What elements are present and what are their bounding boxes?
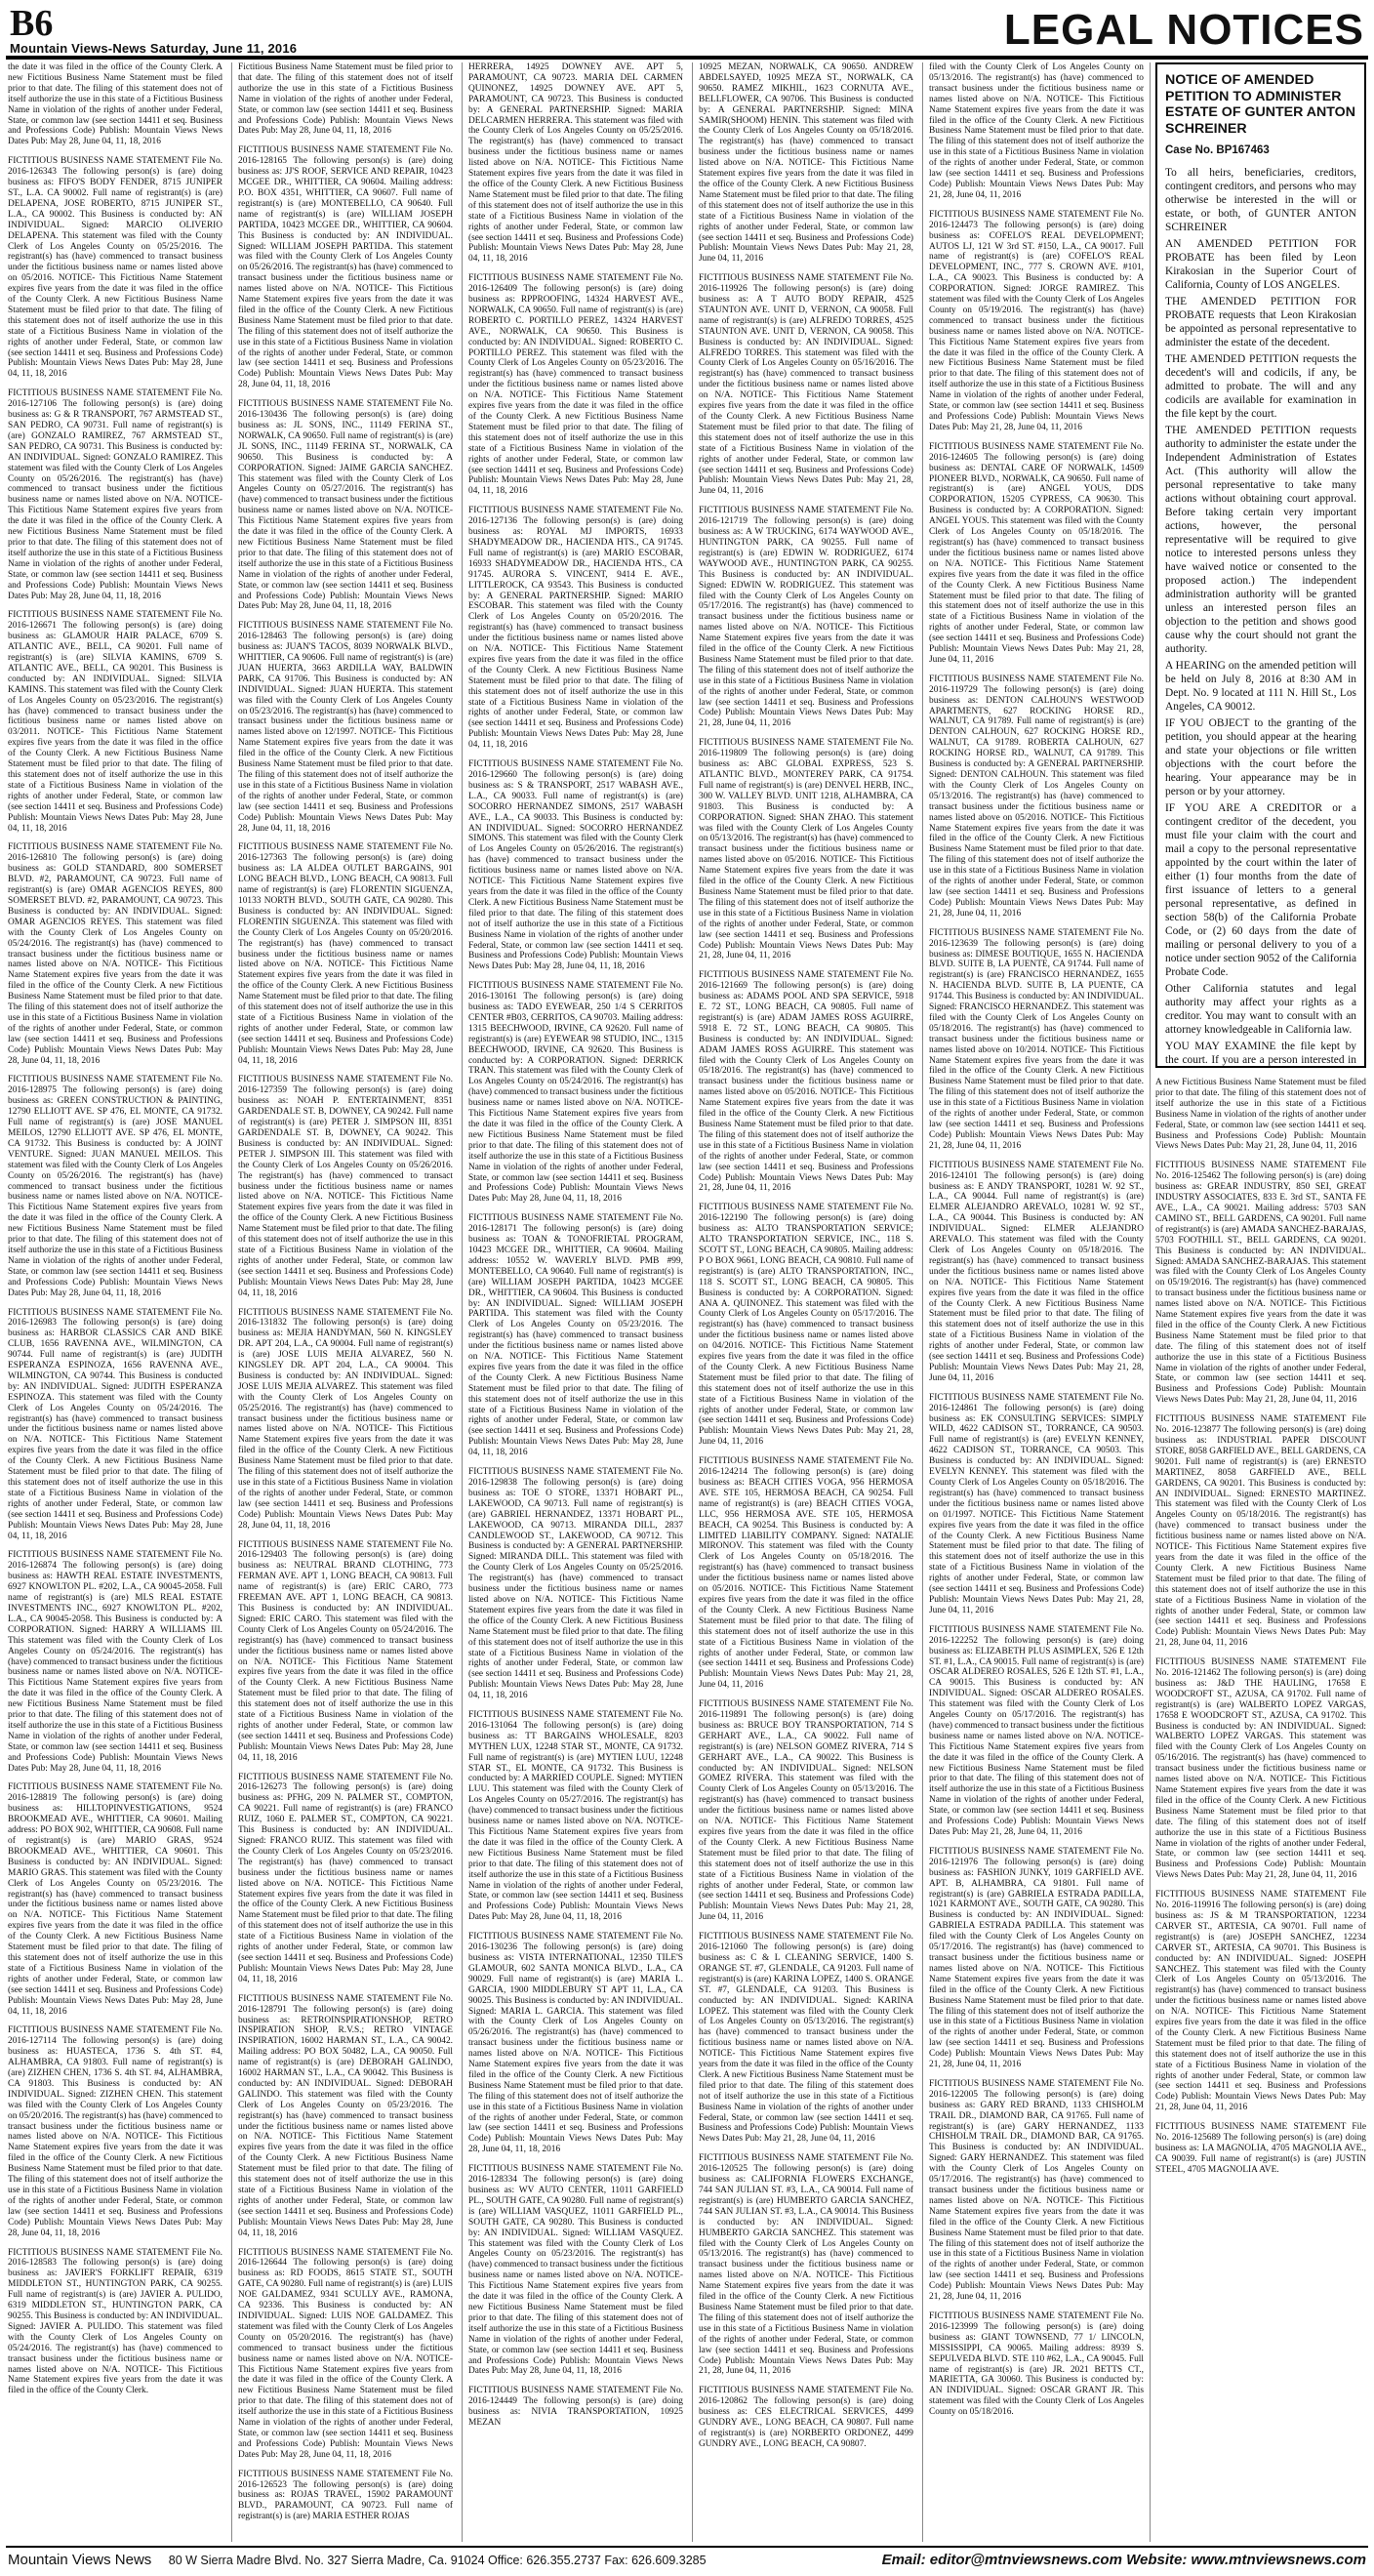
- legal-notice: [699, 738, 913, 961]
- section-title: LEGAL NOTICES: [1003, 6, 1364, 54]
- notice-text: FICTITIOUS BUSINESS NAME STATEMENT File No. 2016-128463 The following person(s) is (are) doing business as: JUAN'S TACOS, 8039 NORWALK BLVD., WHITTIER, CA 90606. Full name of registrant(s) is (are) JUAN HUERTA, 3663 ARDILLA WAY, BALDWIN PARK, CA 91706. This Business is conducted by: AN INDIVIDUAL. Signed: JUAN HUERTA. This statement was filed with the County Clerk of Los Angeles County on 05/23/2016. The registrant(s) has (have) commenced to transact business under the fictitious business name or names listed above on 12/1997. NOTICE- This Fictitious Name Statement expires five years from the date it was filed in the office of the County Clerk. A new Fictitious Business Name Statement must be filed prior to that date. The filing of this statement does not of itself authorize the use in this state of a Fictitious Business Name in violation of the rights of another under Federal, State, or common law (see section 14411 et seq. Business and Professions Code) Publish: Mountain Views News Dates Pub: May 28, June 04, 11, 18, 2016: [238, 621, 453, 834]
- notice-text: FICTITIOUS BUSINESS NAME STATEMENT File No. 2016-123639 The following person(s) is (are) doing business as: DIMESE BOUTIQUE, 1655 N. HACIENDA BLVD. SUITE B, LA PUENTE, CA 91744. Full name of registrant(s) is (are) FRANCISCO HERNANDEZ, 1655 N. HACIENDA BLVD. SUITE B, LA PUENTE, CA 91744. This Business is conducted by: AN INDIVIDUAL. Signed: FRANCISCO HERNANDEZ. This statement was filed with the County Clerk of Los Angeles County on 05/18/2016. The registrant(s) has (have) commenced to transact business under the fictitious business name or names listed above on 10/2014. NOTICE- This Fictitious Name Statement expires five years from the date it was filed in the office of the County Clerk. A new Fictitious Business Name Statement must be filed prior to that date. The filing of this statement does not of itself authorize the use in this state of a Fictitious Business Name in violation of the rights of another under Federal, State, or common law (see section 14411 et seq. Business and Professions Code) Publish: Mountain Views News Dates Pub: May 21, 28, June 04, 11, 2016: [929, 927, 1144, 1151]
- notice-text: FICTITIOUS BUSINESS NAME STATEMENT File No. 2016-127359 The following person(s) is (are) doing business as: NOAH P. ENTERTAINMENT, 8351 GARDENDALE ST. B, DOWNEY, CA 90242. Full name of registrant(s) is (are) PETER J. SIMPSON III, 8351 GARDENDALE ST. B, DOWNEY, CA 90242. This Business is conducted by: AN INDIVIDUAL. Signed: PETER J. SIMPSON III. This statement was filed with the County Clerk of Los Angeles County on 05/26/2016. The registrant(s) has (have) commenced to transact business under the fictitious business name or names listed above on N/A. NOTICE- This Fictitious Name Statement expires five years from the date it was filed in the office of the County Clerk. A new Fictitious Business Name Statement must be filed prior to that date. The filing of this statement does not of itself authorize the use in this state of a Fictitious Business Name in violation of the rights of another under Federal, State, or common law (see section 14411 et seq. Business and Professions Code) Publish: Mountain Views News Dates Pub: May 28, June 04, 11, 18, 2016: [238, 1075, 453, 1298]
- legal-notice: [468, 1467, 683, 1701]
- legal-notice: [699, 273, 913, 497]
- notice-text: FICTITIOUS BUSINESS NAME STATEMENT File No. 2016-124861 The following person(s) is (are) doing business as: EK CONSULTING SERVICES: SIMPLY WILD, 4622 CADISON ST., TORRANCE, CA 90503. Full name of registrant(s) is (are) EVELYN KENNEY, 4622 CADISON ST., TORRANCE, CA 90503. This Business is conducted by: AN INDIVIDUAL. Signed: EVELYN KENNEY. This statement was filed with the County Clerk of Los Angeles County on 05/18/2016. The registrant(s) has (have) commenced to transact business under the fictitious business name or names listed above on 01/1997. NOTICE- This Fictitious Name Statement expires five years from the date it was filed in the office of the County Clerk. A new Fictitious Business Name Statement must be filed prior to that date. The filing of this statement does not of itself authorize the use in this state of a Fictitious Business Name in violation of the rights of another under Federal, State, or common law (see section 14411 et seq. Business and Professions Code) Publish: Mountain Views News Dates Pub: May 21, 28, June 04, 11, 2016: [929, 1392, 1144, 1615]
- legal-notice: [929, 442, 1144, 666]
- legal-notice: [238, 1540, 453, 1764]
- notice-text: FICTITIOUS BUSINESS NAME STATEMENT File No. 2016-124605 The following person(s) is (are) doing business as: DENTAL CARE OF NORWALK, 14509 PIONEER BLVD., NORWALK, CA 90650. Full name of registrant(s) is (are) ANGEL YOUS, DDS CORPORATION, 15205 CYPRESS, CA 90630. This Business is conducted by: A CORPORATION. Signed: ANGEL YOUS. This statement was filed with the County Clerk of Los Angeles County on 05/18/2016. The registrant(s) has (have) commenced to transact business under the fictitious business name or names listed above on N/A. NOTICE- This Fictitious Name Statement expires five years from the date it was filed in the office of the County Clerk. A new Fictitious Business Name Statement must be filed prior to that date. The filing of this statement does not of itself authorize the use in this state of a Fictitious Business Name in violation of the rights of another under Federal, State, or common law (see section 14411 et seq. Business and Professions Code) Publish: Mountain Views News Dates Pub: May 21, 28, June 04, 11, 2016: [929, 441, 1144, 665]
- notice-paragraph: IF YOU ARE A CREDITOR or a contingent creditor of the decedent, you must file your claim with the court and mail a copy to the personal representative appointed by the court within the later of either (1) four months from the date of first issuance of letters to a general personal representative, as defined in section 58(b) of the California Probate Code, or (2) 60 days from the date of mailing or personal delivery to you of a notice under section 9052 of the California Probate Code.: [1165, 802, 1356, 978]
- legal-notice: [468, 759, 683, 972]
- notice-text: FICTITIOUS BUSINESS NAME STATEMENT File No. 2016-119891 The following person(s) is (are) doing business as: BRUCE BOY TRANSPORTATION, 714 S GERHART AVE., L.A., CA 90022. Full name of registrant(s) is (are) NELSON GOMEZ RIVERA, 714 S GERHART AVE., L.A., CA 90022. This Business is conducted by: AN INDIVIDUAL. Signed: NELSON GOMEZ RIVERA. This statement was filed with the County Clerk of Los Angeles County on 05/13/2016. The registrant(s) has (have) commenced to transact business under the fictitious business name or names listed above on N/A. NOTICE- This Fictitious Name Statement expires five years from the date it was filed in the office of the County Clerk. A new Fictitious Business Name Statement must be filed prior to that date. The filing of this statement does not of itself authorize the use in this state of a Fictitious Business Name in violation of the rights of another under Federal, State, or common law (see section 14411 et seq. Business and Professions Code) Publish: Mountain Views News Dates Pub: May 21, 28, June 04, 11, 2016: [699, 1699, 913, 1923]
- notice-text: FICTITIOUS BUSINESS NAME STATEMENT File No. 2016-120862 The following person(s) is (are) doing business as: CES ELECTRICAL SERVICES, 4499 GUNDRY AVE., LONG BEACH, CA 90807. Full name of registrant(s) is (are) NORBERTO ORDONEZ, 4499 GUNDRY AVE., LONG BEACH, CA 90807.: [699, 2386, 913, 2449]
- notice-paragraph: A HEARING on the amended petition will be held on July 8, 2016 at 8:30 AM in Dept. No. 9 located at 111 N. Hill St., Los Angeles, CA 90012.: [1165, 660, 1356, 713]
- footer-publication-name: Mountain Views News: [8, 2552, 152, 2568]
- notice-text: FICTITIOUS BUSINESS NAME STATEMENT File No. 2016-128171 The following person(s) is (are) doing business as: TOAN & TONOFRIETAL PROGRAM, 10423 MCGEE DR., WHITTIER, CA 90604. Mailing address: 10552 W. WAVERLY BLVD. PMB #99, MONTEBELLO, CA 90640. Full name of registrant(s) is (are) WILLIAM JOSEPH PARTIDA, 10423 MCGEE DR., WHITTIER, CA 90604. This Business is conducted by: AN INDIVIDUAL. Signed: WILLIAM JOSEPH PARTIDA. This statement was filed with the County Clerk of Los Angeles County on 05/23/2016. The registrant(s) has (have) commenced to transact business under the fictitious business name or names listed above on N/A. NOTICE- This Fictitious Name Statement expires five years from the date it was filed in the office of the County Clerk. A new Fictitious Business Name Statement must be filed prior to that date. The filing of this statement does not of itself authorize the use in this state of a Fictitious Business Name in violation of the rights of another under Federal, State, or common law (see section 14411 et seq. Business and Professions Code) Publish: Mountain Views News Dates Pub: May 28, June 04, 11, 18, 2016: [468, 1213, 683, 1458]
- legal-notice: [699, 1932, 913, 2145]
- notice-text: A new Fictitious Business Name Statement must be filed prior to that date. The filing of this statement does not of itself authorize the use in this state of a Fictitious Business Name in violation of the rights of another under Federal, State, or common law (see section 14411 et seq. Business and Professions Code) Publish: Mountain Views News Dates Pub: May 21, 28, June 04, 11, 2016: [1155, 1078, 1366, 1152]
- column-divider: [1150, 62, 1151, 2542]
- legal-notice: [468, 273, 683, 497]
- legal-notice: [1155, 1890, 1366, 2113]
- legal-notice: [468, 981, 683, 1205]
- legal-notice: [699, 1456, 913, 1691]
- notice-text: FICTITIOUS BUSINESS NAME STATEMENT File No. 2016-128334 The following person(s) is (are) doing business as: WV AUTO CENTER, 11011 GARFIELD PL., SOUTH GATE, CA 90280. Full name of registrant(s) is (are) WILLIAM VASQUEZ, 11011 GARFIELD PL., SOUTH GATE, CA 90280. This Business is conducted by: AN INDIVIDUAL. Signed: WILLIAM VASQUEZ. This statement was filed with the County Clerk of Los Angeles County on 05/23/2016. The registrant(s) has (have) commenced to transact business under the fictitious business name or names listed above on N/A. NOTICE- This Fictitious Name Statement expires five years from the date it was filed in the office of the County Clerk. A new Fictitious Business Name Statement must be filed prior to that date. The filing of this statement does not of itself authorize the use in this state of a Fictitious Business Name in violation of the rights of another under Federal, State, or common law (see section 14411 et seq. Business and Professions Code) Publish: Mountain Views News Dates Pub: May 28, June 04, 11, 18, 2016: [468, 2164, 683, 2377]
- notice-text: FICTITIOUS BUSINESS NAME STATEMENT File No. 2016-123877 The following person(s) is (are) doing business as: INDUSTRIAL PAPER DISCOUNT STORE, 8058 GARFIELD AVE., BELL GARDENS, CA 90201. Full name of registrant(s) is (are) ERNESTO MARTINEZ, 8058 GARFIELD AVE., BELL GARDENS, CA 90201. This Business is conducted by: AN INDIVIDUAL. Signed: ERNESTO MARTINEZ. This statement was filed with the County Clerk of Los Angeles County on 05/18/2016. The registrant(s) has (have) commenced to transact business under the fictitious business name or names listed above on N/A. NOTICE- This Fictitious Name Statement expires five years from the date it was filed in the office of the County Clerk. A new Fictitious Business Name Statement must be filed prior to that date. The filing of this statement does not of itself authorize the use in this state of a Fictitious Business Name in violation of the rights of another under Federal, State, or common law (see section 14411 et seq. Business and Professions Code) Publish: Mountain Views News Dates Pub: May 21, 28, June 04, 11, 2016: [1155, 1414, 1366, 1649]
- legal-notice: [699, 62, 913, 265]
- notice-text: FICTITIOUS BUSINESS NAME STATEMENT File No. 2016-127114 The following person(s) is (are) doing business as: HUASTECA, 1736 S. 4th ST. #4, ALHAMBRA, CA 91803. Full name of registrant(s) is (are) ZIZHEN CHEN, 1736 S. 4th ST. #4, ALHAMBRA, CA 91803. This Business is conducted by: AN INDIVIDUAL. Signed: ZIZHEN CHEN. This statement was filed with the County Clerk of Los Angeles County on 05/20/2016. The registrant(s) has (have) commenced to transact business under the fictitious business name or names listed above on N/A. NOTICE- This Fictitious Name Statement expires five years from the date it was filed in the office of the County Clerk. A new Fictitious Business Name Statement must be filed prior to that date. The filing of this statement does not of itself authorize the use in this state of a Fictitious Business Name in violation of the rights of another under Federal, State, or common law (see section 14411 et seq. Business and Professions Code) Publish: Mountain Views News Dates Pub: May 28, June 04, 11, 18, 2016: [8, 2025, 222, 2238]
- notice-text: FICTITIOUS BUSINESS NAME STATEMENT File No. 2016-123999 The following person(s) is (are) doing business as: GIANT TOWNSEND, 77 1/ LINCOLN, MISSISSIPPI, CA 90065. Mailing address: 8939 S. SEPULVEDA BLVD. STE 110 #62, L.A., CA 90045. Full name of registrant(s) is (are) JR. 2021 BETTS CT., MARIETTA, GA 30060. This Business is conducted by: AN INDIVIDUAL. Signed: OSCAR GRANT JR. This statement was filed with the County Clerk of Los Angeles County on 05/18/2016.: [929, 2310, 1144, 2418]
- featured-legal-notice: [1155, 62, 1366, 1068]
- legal-notice: [238, 399, 453, 612]
- legal-notice: [8, 1075, 222, 1298]
- notice-text: FICTITIOUS BUSINESS NAME STATEMENT File No. 2016-121976 The following person(s) is (are) doing business as: FASHION JUNKY, 1019 GARFIELD AVE. APT. B, ALHAMBRA, CA 91801. Full name of registrant(s) is (are) GABRIELA ESTRADA PADILLA, 1021 KARMONT AVE., SOUTH GATE, CA 90280. This Business is conducted by: AN INDIVIDUAL. Signed: GABRIELA ESTRADA PADILLA. This statement was filed with the County Clerk of Los Angeles County on 05/17/2016. The registrant(s) has (have) commenced to transact business under the fictitious business name or names listed above on N/A. NOTICE- This Fictitious Name Statement expires five years from the date it was filed in the office of the County Clerk. A new Fictitious Business Name Statement must be filed prior to that date. The filing of this statement does not of itself authorize the use in this state of a Fictitious Business Name in violation of the rights of another under Federal, State, or common law (see section 14411 et seq. Business and Professions Code) Publish: Mountain Views News Dates Pub: May 21, 28, June 04, 11, 2016: [929, 1846, 1144, 2070]
- notice-text: FICTITIOUS BUSINESS NAME STATEMENT File No. 2016-126523 The following person(s) is (are) doing business as: ROJAS TRAVEL, 15902 PARAMOUNT BLVD., PARAMOUNT, CA 90723. Full name of registrant(s) is (are) MARIA ESTHER ROJAS: [238, 2469, 453, 2522]
- legal-notice: [1155, 2122, 1366, 2176]
- publication-line: Mountain Views-News Saturday, June 11, 2016: [10, 41, 298, 56]
- footer-contact: Email: editor@mtnviewsnews.com Website: www.mtnviewsnews.com: [881, 2552, 1366, 2568]
- legal-notice: [238, 842, 453, 1066]
- notice-text: FICTITIOUS BUSINESS NAME STATEMENT File No. 2016-124101 The following person(s) is (are) doing business as: E ANDY TRANSPORT, 10281 W. 92 ST., L.A., CA 90044. Full name of registrant(s) is (are) ELMER ALEJANDRO AREVALO, 10281 W. 92 ST., L.A., CA 90044. This Business is conducted by: AN INDIVIDUAL. Signed: ELMER ALEJANDRO AREVALO. This statement was filed with the County Clerk of Los Angeles County on 05/18/2016. The registrant(s) has (have) commenced to transact business under the fictitious business name or names listed above on N/A. NOTICE- This Fictitious Name Statement expires five years from the date it was filed in the office of the County Clerk. A new Fictitious Business Name Statement must be filed prior to that date. The filing of this statement does not of itself authorize the use in this state of a Fictitious Business Name in violation of the rights of another under Federal, State, or common law (see section 14411 et seq. Business and Professions Code) Publish: Mountain Views News Dates Pub: May 21, 28, June 04, 11, 2016: [929, 1160, 1144, 1383]
- legal-notice: [1155, 1161, 1366, 1406]
- notice-paragraph: THE AMENDED PETITION requests the decedent's will and codicils, if any, be admitted to probate. The will and any codicils are available for examination in the file kept by the court.: [1165, 353, 1356, 420]
- notice-column-5: [929, 62, 1144, 2542]
- legal-notice: [468, 2386, 683, 2429]
- legal-notice: [929, 1847, 1144, 2070]
- notice-text: FICTITIOUS BUSINESS NAME STATEMENT File No. 2016-130236 The following person(s) is (are) doing business as: VISTA INTERNATIONAL, 12350 TILE'S GLAMOUR, 602 SANTA MONICA BLVD., L.A., CA 90029. Full name of registrant(s) is (are) MARIA L. GARCIA, 1900 MIDDLEBURY ST APT 11, L.A., CA 90025. This Business is conducted by: AN INDIVIDUAL. Signed: MARIA L. GARCIA. This statement was filed with the County Clerk of Los Angeles County on 05/26/2016. The registrant(s) has (have) commenced to transact business under the fictitious business name or names listed above on N/A. NOTICE- This Fictitious Name Statement expires five years from the date it was filed in the office of the County Clerk. A new Fictitious Business Name Statement must be filed prior to that date. The filing of this statement does not of itself authorize the use in this state of a Fictitious Business Name in violation of the rights of another under Federal, State, or common law (see section 14411 et seq. Business and Professions Code) Publish: Mountain Views News Dates Pub: May 28, June 04, 11, 18, 2016: [468, 1932, 683, 2155]
- notice-title: NOTICE OF AMENDED PETITION TO ADMINISTER ESTATE OF GUNTER ANTON SCHREINER: [1165, 72, 1355, 137]
- legal-notice: [929, 2079, 1144, 2303]
- legal-notice: [8, 1782, 222, 2017]
- notice-text: FICTITIOUS BUSINESS NAME STATEMENT File No. 2016-128819 The following person(s) is (are) doing business as: HILLTOPINVESTIGATIONS, 9524 BROOKMEAD AVE., WHITTIER, CA 90601. Mailing address: PO BOX 902, WHITTIER, CA 90608. Full name of registrant(s) is (are) MARIO GRAS, 9524 BROOKMEAD AVE., WHITTIER, CA 90601. This Business is conducted by: AN INDIVIDUAL. Signed: MARIO GRAS. This statement was filed with the County Clerk of Los Angeles County on 05/23/2016. The registrant(s) has (have) commenced to transact business under the fictitious business name or names listed above on N/A. NOTICE- This Fictitious Name Statement expires five years from the date it was filed in the office of the County Clerk. A new Fictitious Business Name Statement must be filed prior to that date. The filing of this statement does not of itself authorize the use in this state of a Fictitious Business Name in violation of the rights of another under Federal, State, or common law (see section 14411 et seq. Business and Professions Code) Publish: Mountain Views News Dates Pub: May 28, June 04, 11, 18, 2016: [8, 1782, 222, 2017]
- notice-text: FICTITIOUS BUSINESS NAME STATEMENT File No. 2016-124214 The following person(s) is (are) doing business as: BEACH CITIES VOGA, 956 HERMOSA AVE. STE 105, HERMOSA BEACH, CA 90254. Full name of registrant(s) is (are) BEACH CITIES VOGA, LLC, 956 HERMOSA AVE. STE 105, HERMOSA BEACH, CA 90254. This Business is conducted by: A LIMITED LIABILITY COMPANY. Signed: NATALIE MIRONOV. This statement was filed with the County Clerk of Los Angeles County on 05/18/2016. The registrant(s) has (have) commenced to transact business under the fictitious business name or names listed above on 05/2016. NOTICE- This Fictitious Name Statement expires five years from the date it was filed in the office of the County Clerk. A new Fictitious Business Name Statement must be filed prior to that date. The filing of this statement does not of itself authorize the use in this state of a Fictitious Business Name in violation of the rights of another under Federal, State, or common law (see section 14411 et seq. Business and Professions Code) Publish: Mountain Views News Dates Pub: May 21, 28, June 04, 11, 2016: [699, 1456, 913, 1691]
- notice-text: FICTITIOUS BUSINESS NAME STATEMENT File No. 2016-127106 The following person(s) is (are) doing business as: G & R TRANSPORT, 767 ARMSTEAD ST., SAN PEDRO, CA 90731. Full name of registrant(s) is (are) GONZALO RAMIREZ, 767 ARMSTEAD ST., SAN PEDRO, CA 90731. This Business is conducted by: AN INDIVIDUAL. Signed: GONZALO RAMIREZ. This statement was filed with the County Clerk of Los Angeles County on 05/26/2016. The registrant(s) has (have) commenced to transact business under the fictitious business name or names listed above on N/A. NOTICE- This Fictitious Name Statement expires five years from the date it was filed in the office of the County Clerk. A new Fictitious Business Name Statement must be filed prior to that date. The filing of this statement does not of itself authorize the use in this state of a Fictitious Business Name in violation of the rights of another under Federal, State, or common law (see section 14411 et seq. Business and Professions Code) Publish: Mountain Views News Dates Pub: May 28, June 04, 11, 18, 2016: [8, 388, 222, 601]
- notice-text: FICTITIOUS BUSINESS NAME STATEMENT File No. 2016-128165 The following person(s) is (are) doing business as: JJ'S ROOF, SERVICE AND REPAIR, 10423 MCGEE DR., WHITTIER, CA 90604. Mailing address: P.O. BOX 4351, WHITTIER, CA 90607. Full name of registrant(s) is (are) MONTEBELLO, CA 90640. Full name of registrant(s) is (are) WILLIAM JOSEPH PARTIDA, 10423 MCGEE DR., WHITTIER, CA 90604. This Business is conducted by: AN INDIVIDUAL. Signed: WILLIAM JOSEPH PARTIDA. This statement was filed with the County Clerk of Los Angeles County on 05/26/2016. The registrant(s) has (have) commenced to transact business under the fictitious business name or names listed above on N/A. NOTICE- This Fictitious Name Statement expires five years from the date it was filed in the office of the County Clerk. A new Fictitious Business Name Statement must be filed prior to that date. The filing of this statement does not of itself authorize the use in this state of a Fictitious Business Name in violation of the rights of another under Federal, State, or common law (see section 14411 et seq. Business and Professions Code) Publish: Mountain Views News Dates Pub: May 28, June 04, 11, 18, 2016: [238, 145, 453, 390]
- legal-notice: [699, 970, 913, 1194]
- notice-text: FICTITIOUS BUSINESS NAME STATEMENT File No. 2016-119809 The following person(s) is (are) doing business as: ABC GLOBAL EXPRESS, 523 S. ATLANTIC BLVD., MONTEREY PARK, CA 91754. Full name of registrant(s) is (are) DENVEL HERB, INC., 300 W. VALLEY BLVD. UNIT 1218, ALHAMBRA, CA 91803. This Business is conducted by: A CORPORATION. Signed: SHAN ZHAO. This statement was filed with the County Clerk of Los Angeles County on 05/13/2016. The registrant(s) has (have) commenced to transact business under the fictitious business name or names listed above on 05/2016. NOTICE- This Fictitious Name Statement expires five years from the date it was filed in the office of the County Clerk. A new Fictitious Business Name Statement must be filed prior to that date. The filing of this statement does not of itself authorize the use in this state of a Fictitious Business Name in violation of the rights of another under Federal, State, or common law (see section 14411 et seq. Business and Professions Code) Publish: Mountain Views News Dates Pub: May 21, 28, June 04, 11, 2016: [699, 738, 913, 961]
- notice-paragraph: Other California statutes and legal authority may affect your rights as a creditor. You may want to consult with an attorney knowledgeable in California law.: [1165, 983, 1356, 1036]
- legal-notice: [8, 2025, 222, 2238]
- notice-paragraph: To all heirs, beneficiaries, creditors, contingent creditors, and persons who may otherwise be interested in the will or estate, or both, of GUNTER ANTON SCHREINER: [1165, 167, 1356, 233]
- notice-text: the date it was filed in the office of the County Clerk. A new Fictitious Business Name Statement must be filed prior to that date. The filing of this statement does not of itself authorize the use in this state of a Fictitious Business Name in violation of the rights of another under Federal, State, or common law (see section 14411 et seq. Business and Professions Code) Publish: Mountain Views News Dates Pub: May 28, June 04, 11, 18, 2016: [8, 62, 222, 147]
- legal-notice: [238, 62, 453, 137]
- notice-paragraph: YOU MAY EXAMINE the file kept by the court. If you are a person interested in: [1165, 1041, 1356, 1066]
- notice-text: FICTITIOUS BUSINESS NAME STATEMENT File No. 2016-128583 The following person(s) is (are) doing business as: JAVIER'S FORKLIFT REPAIR, 6319 MIDDLETON ST., HUNTINGTON PARK, CA 90255. Full name of registrant(s) is (are) JAVIER A. PULIDO, 6319 MIDDLETON ST., HUNTINGTON PARK, CA 90255. This Business is conducted by: AN INDIVIDUAL. Signed: JAVIER A. PULIDO. This statement was filed with the County Clerk of Los Angeles County on 05/24/2016. The registrant(s) has (have) commenced to transact business under the fictitious business name or names listed above on N/A. NOTICE- This Fictitious Name Statement expires five years from the date it was filed in the office of the County Clerk.: [8, 2247, 222, 2396]
- legal-notice: [468, 506, 683, 751]
- notice-text: FICTITIOUS BUSINESS NAME STATEMENT File No. 2016-128791 The following person(s) is (are) doing business as: RETROINSPIRATIONSHOP, RETRO INSPIRATION SHOP, R.V.S.; RETRO VINTAGE INSPIRATION, 16002 HARMAN ST., L.A., CA 90042. Mailing address: PO BOX 50482, L.A., CA 90050. Full name of registrant(s) is (are) DEBORAH GALINDO, 16002 HARMAN ST., L.A., CA 90042. This Business is conducted by: AN INDIVIDUAL. Signed: DEBORAH GALINDO. This statement was filed with the County Clerk of Los Angeles County on 05/23/2016. The registrant(s) has (have) commenced to transact business under the fictitious business name or names listed above on N/A. NOTICE- This Fictitious Name Statement expires five years from the date it was filed in the office of the County Clerk. A new Fictitious Business Name Statement must be filed prior to that date. The filing of this statement does not of itself authorize the use in this state of a Fictitious Business Name in violation of the rights of another under Federal, State, or common law (see section 14411 et seq. Business and Professions Code) Publish: Mountain Views News Dates Pub: May 28, June 04, 11, 18, 2016: [238, 1993, 453, 2238]
- legal-notice: [1155, 1657, 1366, 1881]
- notice-paragraph: AN AMENDED PETITION FOR PROBATE has been filed by Leon Kirakosian in the Superior Court of California, County of LOS ANGELES.: [1165, 238, 1356, 291]
- legal-notice: [468, 1213, 683, 1458]
- notice-text: FICTITIOUS BUSINESS NAME STATEMENT File No. 2016-122190 The following person(s) is (are) doing business as: ALTO TRANSPORTATION SERVICE; ALTO TRANSPORTATION SERVICE, INC., 118 S. SCOTT ST., LONG BEACH, CA 90805. Mailing address: P O BOX 9661, LONG BEACH, CA 90810. Full name of registrant(s) is (are) ALTO TRANSPORTATION, INC., 118 S. SCOTT ST., LONG BEACH, CA 90805. This Business is conducted by: A CORPORATION. Signed: ANA A. QUINONEZ. This statement was filed with the County Clerk of Los Angeles County on 05/17/2016. The registrant(s) has (have) commenced to transact business under the fictitious business name or names listed above on 04/2016. NOTICE- This Fictitious Name Statement expires five years from the date it was filed in the office of the County Clerk. A new Fictitious Business Name Statement must be filed prior to that date. The filing of this statement does not of itself authorize the use in this state of a Fictitious Business Name in violation of the rights of another under Federal, State, or common law (see section 14411 et seq. Business and Professions Code) Publish: Mountain Views News Dates Pub: May 21, 28, June 04, 11, 2016: [699, 1203, 913, 1448]
- notice-text: 10925 MEZAN, NORWALK, CA 90650. ANDREW ABDELSAYED, 10925 MEZA ST., NORWALK, CA 90650. RAMEZ MIKHIL, 1623 CORNUTA AVE., BELLFLOWER, CA 90706. This Business is conducted by: A GENERAL PARTNERSHIP. Signed: MINA SAMIR(SHOOM) HENIN. This statement was filed with the County Clerk of Los Angeles County on 05/18/2016. The registrant(s) has (have) commenced to transact business under the fictitious business name or names listed above on N/A. NOTICE- This Fictitious Name Statement expires five years from the date it was filed in the office of the County Clerk. A new Fictitious Business Name Statement must be filed prior to that date. The filing of this statement does not of itself authorize the use in this state of a Fictitious Business Name in violation of the rights of another under Federal, State, or common law (see section 14411 et seq. Business and Professions Code) Publish: Mountain Views News Dates Pub: May 21, 28, June 04, 11, 2016: [699, 62, 913, 265]
- legal-notice: [8, 610, 222, 834]
- legal-notice: [929, 1161, 1144, 1384]
- footer-rule: [6, 2546, 1368, 2548]
- notice-text: FICTITIOUS BUSINESS NAME STATEMENT File No. 2016-126409 The following person(s) is (are) doing business as: RPPROOFING, 14324 HARVEST AVE., NORWALK, CA 90650. Full name of registrant(s) is (are) ROBERTO C. PORTILLO PEREZ, 14324 HARVEST AVE., NORWALK, CA 90650. This Business is conducted by: AN INDIVIDUAL. Signed: ROBERTO C. PORTILLO PEREZ. This statement was filed with the County Clerk of Los Angeles County on 05/23/2016. The registrant(s) has (have) commenced to transact business under the fictitious business name or names listed above on N/A. NOTICE- This Fictitious Name Statement expires five years from the date it was filed in the office of the County Clerk. A new Fictitious Business Name Statement must be filed prior to that date. The filing of this statement does not of itself authorize the use in this state of a Fictitious Business Name in violation of the rights of another under Federal, State, or common law (see section 14411 et seq. Business and Professions Code) Publish: Mountain Views News Dates Pub: May 28, June 04, 11, 18, 2016: [468, 273, 683, 497]
- legal-notice: [8, 842, 222, 1066]
- notice-text: FICTITIOUS BUSINESS NAME STATEMENT File No. 2016-121669 The following person(s) is (are) doing business as: ADAMS POOL AND SPA SERVICE, 5918 E. 72 ST., LONG BEACH, CA 90805. Full name of registrant(s) is (are) ADAM JAMES ROSS AGUIRRE, 5918 E. 72 ST., LONG BEACH, CA 90805. This Business is conducted by: AN INDIVIDUAL. Signed: ADAM JAMES ROSS AGUIRRE. This statement was filed with the County Clerk of Los Angeles County on 05/18/2016. The registrant(s) has (have) commenced to transact business under the fictitious business name or names listed above on 05/2016. NOTICE- This Fictitious Name Statement expires five years from the date it was filed in the office of the County Clerk. A new Fictitious Business Name Statement must be filed prior to that date. The filing of this statement does not of itself authorize the use in this state of a Fictitious Business Name in violation of the rights of another under Federal, State, or common law (see section 14411 et seq. Business and Professions Code) Publish: Mountain Views News Dates Pub: May 21, 28, June 04, 11, 2016: [699, 970, 913, 1194]
- legal-notice: [8, 156, 222, 380]
- notice-text: FICTITIOUS BUSINESS NAME STATEMENT File No. 2016-126343 The following person(s) is (are) doing business as: FIFO'S BODY FENDER, 8715 JUNIPER ST., L.A. CA 90002. Full name of registrant(s) is (are) DELAPENA, JOSE ROBERTO, 8715 JUNIPER ST., L.A., CA 90002. This Business is conducted by: AN INDIVIDUAL. Signed: MARCIO OLIVERIO DELAPENA. This statement was filed with the County Clerk of Los Angeles County on 05/25/2016. The registrant(s) has (have) commenced to transact business under the fictitious business name or names listed above on 05/2016. NOTICE- This Fictitious Name Statement expires five years from the date it was filed in the office of the County Clerk. A new Fictitious Business Name Statement must be filed prior to that date. The filing of this statement does not of itself authorize the use in this state of a Fictitious Business Name in violation of the rights of another under Federal, State, or common law (see section 14411 et seq. Business and Professions Code) Publish: Mountain Views News Dates Pub: May 28, June 04, 11, 18, 2016: [8, 156, 222, 380]
- notice-text: FICTITIOUS BUSINESS NAME STATEMENT File No. 2016-131064 The following person(s) is (are) doing business as: TT BARGAINS WHOLESALE, 8203 MYTHEN LUX, 12248 STAR ST., MONTE, CA 91732. Full name of registrant(s) is (are) MYTIEN LUU, 12248 STAR ST., EL MONTE, CA 91732. This Business is conducted by: A MARRIED COUPLE. Signed: MYTIEN LUU. This statement was filed with the County Clerk of Los Angeles County on 05/27/2016. The registrant(s) has (have) commenced to transact business under the fictitious business name or names listed above on N/A. NOTICE- This Fictitious Name Statement expires five years from the date it was filed in the office of the County Clerk. A new Fictitious Business Name Statement must be filed prior to that date. The filing of this statement does not of itself authorize the use in this state of a Fictitious Business Name in violation of the rights of another under Federal, State, or common law (see section 14411 et seq. Business and Professions Code) Publish: Mountain Views News Dates Pub: May 28, June 04, 11, 18, 2016: [468, 1710, 683, 1923]
- legal-notice: [8, 2248, 222, 2397]
- legal-notice: [468, 2164, 683, 2377]
- notice-text: FICTITIOUS BUSINESS NAME STATEMENT File No. 2016-131832 The following person(s) is (are) doing business as: MEJIA HANDYMAN, 560 N. KINGSLEY DR. APT 204, L.A., CA 90004. Full name of registrant(s) is (are) JOSE LUIS MEJIA ALVAREZ, 560 N. KINGSLEY DR. APT 204, L.A., CA 90004. This Business is conducted by: AN INDIVIDUAL. Signed: JOSE LUIS MEJIA ALVAREZ. This statement was filed with the County Clerk of Los Angeles County on 05/25/2016. The registrant(s) has (have) commenced to transact business under the fictitious business name or names listed above on N/A. NOTICE- This Fictitious Name Statement expires five years from the date it was filed in the office of the County Clerk. A new Fictitious Business Name Statement must be filed prior to that date. The filing of this statement does not of itself authorize the use in this state of a Fictitious Business Name in violation of the rights of another under Federal, State, or common law (see section 14411 et seq. Business and Professions Code) Publish: Mountain Views News Dates Pub: May 28, June 04, 11, 18, 2016: [238, 1307, 453, 1531]
- notice-column-3: [468, 62, 683, 2542]
- legal-notice: [238, 2470, 453, 2523]
- column-divider: [462, 62, 463, 2542]
- legal-notice: [238, 2248, 453, 2461]
- footer-address: 80 W Sierra Madre Blvd. No. 327 Sierra Madre, Ca. 91024 Office: 626.355.2737 Fax: 626.609.3285: [168, 2554, 707, 2567]
- legal-notice: [238, 1773, 453, 1985]
- notice-text: FICTITIOUS BUSINESS NAME STATEMENT File No. 2016-121719 The following person(s) is (are) doing business as: A W TRUCKING, 6174 WAYWOOD AVE., HUNTINGTON PARK, CA 90255. Full name of registrant(s) is (are) EDWIN W. RODRIGUEZ, 6174 WAYWOOD AVE., HUNTINGTON PARK, CA 90255. This Business is conducted by: AN INDIVIDUAL. Signed: EDWIN W. RODRIGUEZ. This statement was filed with the County Clerk of Los Angeles County on 05/17/2016. The registrant(s) has (have) commenced to transact business under the fictitious business name or names listed above on N/A. NOTICE- This Fictitious Name Statement expires five years from the date it was filed in the office of the County Clerk. A new Fictitious Business Name Statement must be filed prior to that date. The filing of this statement does not of itself authorize the use in this state of a Fictitious Business Name in violation of the rights of another under Federal, State, or common law (see section 14411 et seq. Business and Professions Code) Publish: Mountain Views News Dates Pub: May 21, 28, June 04, 11, 2016: [699, 506, 913, 729]
- legal-notice: [8, 62, 222, 147]
- legal-notice: [238, 1994, 453, 2239]
- legal-notice: [929, 1625, 1144, 1838]
- legal-notice: [238, 1308, 453, 1532]
- legal-notice: [1155, 1414, 1366, 1649]
- notice-text: filed with the County Clerk of Los Angeles County on 05/13/2016. The registrant(s) has (have) commenced to transact business under the fictitious business name or names listed above on N/A. NOTICE- This Fictitious Name Statement expires five years from the date it was filed in the office of the County Clerk. A new Fictitious Business Name Statement must be filed prior to that date. The filing of this statement does not of itself authorize the use in this state of a Fictitious Business Name in violation of the rights of another under Federal, State, or common law (see section 14411 et seq. Business and Professions Code) Publish: Mountain Views News Dates Pub: May 21, 28, June 04, 11, 2016: [929, 62, 1144, 200]
- notice-text: FICTITIOUS BUSINESS NAME STATEMENT File No. 2016-126273 The following person(s) is (are) doing business as: PFHG, 209 N. PALMER ST., COMPTON, CA 90221. Full name of registrant(s) is (are) FRANCO RUIZ, 1060 E. PALMER ST., COMPTON, CA 90221. This Business is conducted by: AN INDIVIDUAL. Signed: FRANCO RUIZ. This statement was filed with the County Clerk of Los Angeles County on 05/23/2016. The registrant(s) has (have) commenced to transact business under the fictitious business name or names listed above on N/A. NOTICE- This Fictitious Name Statement expires five years from the date it was filed in the office of the County Clerk. A new Fictitious Business Name Statement must be filed prior to that date. The filing of this statement does not of itself authorize the use in this state of a Fictitious Business Name in violation of the rights of another under Federal, State, or common law (see section 14411 et seq. Business and Professions Code) Publish: Mountain Views News Dates Pub: May 28, June 04, 11, 18, 2016: [238, 1772, 453, 1984]
- legal-notice: [929, 2311, 1144, 2418]
- column-divider: [692, 62, 693, 2542]
- notice-paragraph: THE AMENDED PETITION FOR PROBATE requests that Leon Kirakosian be appointed as personal representative to administer the estate of the decedent.: [1165, 296, 1356, 348]
- notice-text: FICTITIOUS BUSINESS NAME STATEMENT File No. 2016-126983 The following person(s) is (are) doing business as: HARBOR CLASSICS CAR AND BIKE CLUB, 1656 RAVENNA AVE., WILMINGTON, CA 90744. Full name of registrant(s) is (are) JUDITH ESPERANZA ESPINOZA, 1656 RAVENNA AVE., WILMINGTON, CA 90744. This Business is conducted by: AN INDIVIDUAL. Signed: JUDITH ESPERANZA ESPINOZA. This statement was filed with the County Clerk of Los Angeles County on 05/24/2016. The registrant(s) has (have) commenced to transact business under the fictitious business name or names listed above on N/A. NOTICE- This Fictitious Name Statement expires five years from the date it was filed in the office of the County Clerk. A new Fictitious Business Name Statement must be filed prior to that date. The filing of this statement does not of itself authorize the use in this state of a Fictitious Business Name in violation of the rights of another under Federal, State, or common law (see section 14411 et seq. Business and Professions Code) Publish: Mountain Views News Dates Pub: May 28, June 04, 11, 18, 2016: [8, 1307, 222, 1541]
- notice-text: FICTITIOUS BUSINESS NAME STATEMENT File No. 2016-122005 The following person(s) is (are) doing business as: GARY RED BRAND, 1133 CHISHOLM TRAIL DR., DIAMOND BAR, CA 91765. Full name of registrant(s) is (are) GARY HERNANDEZ, 1133 CHISHOLM TRAIL DR., DIAMOND BAR, CA 91765. This Business is conducted by: AN INDIVIDUAL. Signed: GARY HERNANDEZ. This statement was filed with the County Clerk of Los Angeles County on 05/17/2016. The registrant(s) has (have) commenced to transact business under the fictitious business name or names listed above on N/A. NOTICE- This Fictitious Name Statement expires five years from the date it was filed in the office of the County Clerk. A new Fictitious Business Name Statement must be filed prior to that date. The filing of this statement does not of itself authorize the use in this state of a Fictitious Business Name in violation of the rights of another under Federal, State, or common law (see section 14411 et seq. Business and Professions Code) Publish: Mountain Views News Dates Pub: May 21, 28, June 04, 11, 2016: [929, 2078, 1144, 2303]
- legal-notice: [929, 210, 1144, 433]
- notice-text: FICTITIOUS BUSINESS NAME STATEMENT File No. 2016-122252 The following person(s) is (are) doing business as: ELIZABETH PLUS ASIMPLEX, 526 E 12th ST. #1, L.A., CA 90015. Full name of registrant(s) is (are) OSCAR ALDEREO ROSALES, 526 E 12th ST. #1, L.A., CA 90015. This Business is conducted by: AN INDIVIDUAL. Signed: OSCAR ALDEREO ROSALES. This statement was filed with the County Clerk of Los Angeles County on 05/17/2016. The registrant(s) has (have) commenced to transact business under the fictitious business name or names listed above on N/A. NOTICE- This Fictitious Name Statement expires five years from the date it was filed in the office of the County Clerk. A new Fictitious Business Name Statement must be filed prior to that date. The filing of this statement does not of itself authorize the use in this state of a Fictitious Business Name in violation of the rights of another under Federal, State, or common law (see section 14411 et seq. Business and Professions Code) Publish: Mountain Views News Dates Pub: May 21, 28, June 04, 11, 2016: [929, 1624, 1144, 1837]
- legal-notice: [8, 388, 222, 601]
- notice-text: FICTITIOUS BUSINESS NAME STATEMENT File No. 2016-126671 The following person(s) is (are) doing business as: GLAMOUR HAIR PALACE, 6709 S. ATLANTIC AVE., BELL, CA 90201. Full name of registrant(s) is (are) SILVIA KAMINS, 6709 S. ATLANTIC AVE., BELL, CA 90201. This Business is conducted by: AN INDIVIDUAL. Signed: SILVIA KAMINS. This statement was filed with the County Clerk of Los Angeles County on 05/23/2016. The registrant(s) has (have) commenced to transact business under the fictitious business name or names listed above on 03/2011. NOTICE- This Fictitious Name Statement expires five years from the date it was filed in the office of the County Clerk. A new Fictitious Business Name Statement must be filed prior to that date. The filing of this statement does not of itself authorize the use in this state of a Fictitious Business Name in violation of the rights of another under Federal, State, or common law (see section 14411 et seq. Business and Professions Code) Publish: Mountain Views News Dates Pub: May 28, June 04, 11, 18, 2016: [8, 610, 222, 834]
- notice-text: FICTITIOUS BUSINESS NAME STATEMENT File No. 2016-119729 The following person(s) is (are) doing business as: DENTON CALHOUN'S WESTWOOD APARTMENTS, 627 ROCKING HORSE RD., WALNUT, CA 91789. Full name of registrant(s) is (are) DENTON CALHOUN, 627 ROCKING HORSE RD., WALNUT, CA 91789. ROBERTA CALHOUN, 627 ROCKING HORSE RD., WALNUT, CA 91789. This Business is conducted by: A GENERAL PARTNERSHIP. Signed: DENTON CALHOUN. This statement was filed with the County Clerk of Los Angeles County on 05/13/2016. The registrant(s) has (have) commenced to transact business under the fictitious business name or names listed above on 05/2016. NOTICE- This Fictitious Name Statement expires five years from the date it was filed in the office of the County Clerk. A new Fictitious Business Name Statement must be filed prior to that date. The filing of this statement does not of itself authorize the use in this state of a Fictitious Business Name in violation of the rights of another under Federal, State, or common law (see section 14411 et seq. Business and Professions Code) Publish: Mountain Views News Dates Pub: May 21, 28, June 04, 11, 2016: [929, 674, 1144, 919]
- notice-text: FICTITIOUS BUSINESS NAME STATEMENT File No. 2016-121060 The following person(s) is (are) doing business as: C & L CLEANING SERVICE, 1400 S. ORANGE ST. #7, GLENDALE, CA 91203. Full name of registrant(s) is (are) KARINA LOPEZ, 1400 S. ORANGE ST. #7, GLENDALE, CA 91203. This Business is conducted by: AN INDIVIDUAL. Signed: KARINA LOPEZ. This statement was filed with the County Clerk of Los Angeles County on 05/13/2016. The registrant(s) has (have) commenced to transact business under the fictitious business name or names listed above on N/A. NOTICE- This Fictitious Name Statement expires five years from the date it was filed in the office of the County Clerk. A new Fictitious Business Name Statement must be filed prior to that date. The filing of this statement does not of itself authorize the use in this state of a Fictitious Business Name in violation of the rights of another under Federal, State, or common law (see section 14411 et seq. Business and Professions Code) Publish: Mountain Views News Dates Pub: May 21, 28, June 04, 11, 2016: [699, 1932, 913, 2145]
- notice-column-6: [1155, 1078, 1366, 2542]
- notice-text: FICTITIOUS BUSINESS NAME STATEMENT File No. 2016-128975 The following person(s) is (are) doing business as: GREEN CONSTRUCTION & PAINTING, 12790 ELLIOTT AVE. SP 476, EL MONTE, CA 91732. Full name of registrant(s) is (are) JOSE MANUEL MEILOS, 12790 ELLIOTT AVE. SP 476, EL MONTE, CA 91732. This Business is conducted by: A JOINT VENTURE. Signed: JUAN MANUEL MEILOS. This statement was filed with the County Clerk of Los Angeles County on 05/26/2016. The registrant(s) has (have) commenced to transact business under the fictitious business name or names listed above on N/A. NOTICE- This Fictitious Name Statement expires five years from the date it was filed in the office of the County Clerk. A new Fictitious Business Name Statement must be filed prior to that date. The filing of this statement does not of itself authorize the use in this state of a Fictitious Business Name in violation of the rights of another under Federal, State, or common law (see section 14411 et seq. Business and Professions Code) Publish: Mountain Views News Dates Pub: May 28, June 04, 11, 18, 2016: [8, 1075, 222, 1298]
- notices-area: [8, 62, 1366, 2542]
- notice-text: HERRERA, 14925 DOWNEY AVE. APT 5, PARAMOUNT, CA 90723. MARIA DEL CARMEN QUINONEZ, 14925 DOWNEY AVE. APT 5, PARAMOUNT, CA 90723. This Business is conducted by: A GENERAL PARTNERSHIP. Signed: MARIA DELCARMEN HERRERA. This statement was filed with the County Clerk of Los Angeles County on 05/25/2016. The registrant(s) has (have) commenced to transact business under the fictitious business name or names listed above on N/A. NOTICE- This Fictitious Name Statement expires five years from the date it was filed in the office of the County Clerk. A new Fictitious Business Name Statement must be filed prior to that date. The filing of this statement does not of itself authorize the use in this state of a Fictitious Business Name in violation of the rights of another under Federal, State, or common law (see section 14411 et seq. Business and Professions Code) Publish: Mountain Views News Dates Pub: May 28, June 04, 11, 18, 2016: [468, 62, 683, 265]
- notice-text: FICTITIOUS BUSINESS NAME STATEMENT File No. 2016-126810 The following person(s) is (are) doing business as: GOLD STANDARD, 800 SOMERSET BLVD. #2, PARAMOUNT, CA 90723. Full name of registrant(s) is (are) OMAR AGENCIOS REYES, 800 SOMERSET BLVD. #2, PARAMOUNT, CA 90723. This Business is conducted by: AN INDIVIDUAL. Signed: OMAR AGENCIOS REYES. This statement was filed with the County Clerk of Los Angeles County on 05/24/2016. The registrant(s) has (have) commenced to transact business under the fictitious business name or names listed above on N/A. NOTICE- This Fictitious Name Statement expires five years from the date it was filed in the office of the County Clerk. A new Fictitious Business Name Statement must be filed prior to that date. The filing of this statement does not of itself authorize the use in this state of a Fictitious Business Name in violation of the rights of another under Federal, State, or common law (see section 14411 et seq. Business and Professions Code) Publish: Mountain Views News Dates Pub: May 28, June 04, 11, 18, 2016: [8, 842, 222, 1066]
- page-number: B6: [10, 3, 54, 44]
- notice-text: FICTITIOUS BUSINESS NAME STATEMENT File No. 2016-127363 The following person(s) is (are) doing business as: LA ALDEA OUTLET BARGAINS, 901 LONG BEACH BLVD., LONG BEACH, CA 90813. Full name of registrant(s) is (are) FLORENTIN SIGUENZA, 10133 NORTH BLVD., SOUTH GATE, CA 90280. This Business is conducted by: AN INDIVIDUAL. Signed: FLORENTIN SIGUENZA. This statement was filed with the County Clerk of Los Angeles County on 05/20/2016. The registrant(s) has (have) commenced to transact business under the fictitious business name or names listed above on N/A. NOTICE- This Fictitious Name Statement expires five years from the date it was filed in the office of the County Clerk. A new Fictitious Business Name Statement must be filed prior to that date. The filing of this statement does not of itself authorize the use in this state of a Fictitious Business Name in violation of the rights of another under Federal, State, or common law (see section 14411 et seq. Business and Professions Code) Publish: Mountain Views News Dates Pub: May 28, June 04, 11, 18, 2016: [238, 842, 453, 1066]
- notice-text: FICTITIOUS BUSINESS NAME STATEMENT File No. 2016-124473 The following person(s) is (are) doing business as: COFELO'S REAL DEVELOPMENT; AUTOS LJ, 121 W 3rd ST. #150, L.A., CA 90017. Full name of registrant(s) is (are) COFELO'S REAL DEVELOPMENT, INC., 777 S. CROWN AVE. #101, L.A., CA 90023. This Business is conducted by: A CORPORATION. Signed: JORGE RAMIREZ. This statement was filed with the County Clerk of Los Angeles County on 05/19/2016. The registrant(s) has (have) commenced to transact business under the fictitious business name or names listed above on N/A. NOTICE- This Fictitious Name Statement expires five years from the date it was filed in the office of the County Clerk. A new Fictitious Business Name Statement must be filed prior to that date. The filing of this statement does not of itself authorize the use in this state of a Fictitious Business Name in violation of the rights of another under Federal, State, or common law (see section 14411 et seq. Business and Professions Code) Publish: Mountain Views News Dates Pub: May 21, 28, June 04, 11, 2016: [929, 209, 1144, 432]
- legal-notice: [468, 62, 683, 265]
- legal-notice: [699, 1699, 913, 1923]
- legal-notice: [8, 1550, 222, 1774]
- notice-text: FICTITIOUS BUSINESS NAME STATEMENT File No. 2016-120525 The following person(s) is (are) doing business as: CALIFORNIA FLOWERS EXCHANGE, 744 SAN JULIAN ST. #3, L.A., CA 90014. Full name of registrant(s) is (are) HUMBERTO GARCIA SANCHEZ, 744 SAN JULIAN ST. #3, L.A., CA 90014. This Business is conducted by: AN INDIVIDUAL. Signed: HUMBERTO GARCIA SANCHEZ. This statement was filed with the County Clerk of Los Angeles County on 05/13/2016. The registrant(s) has (have) commenced to transact business under the fictitious business name or names listed above on N/A. NOTICE- This Fictitious Name Statement expires five years from the date it was filed in the office of the County Clerk. A new Fictitious Business Name Statement must be filed prior to that date. The filing of this statement does not of itself authorize the use in this state of a Fictitious Business Name in violation of the rights of another under Federal, State, or common law (see section 14411 et seq. Business and Professions Code) Publish: Mountain Views News Dates Pub: May 21, 28, June 04, 11, 2016: [699, 2153, 913, 2377]
- page-footer: [8, 2550, 1366, 2573]
- notice-text: FICTITIOUS BUSINESS NAME STATEMENT File No. 2016-129660 The following person(s) is (are) doing business as: S & TRANSPORT, 2517 WABASH AVE., L.A., CA 90033. Full name of registrant(s) is (are) SOCORRO HERNANDEZ SIMONS, 2517 WABASH AVE., L.A., CA 90033. This Business is conducted by: AN INDIVIDUAL. Signed: SOCORRO HERNANDEZ SIMONS. This statement was filed with the County Clerk of Los Angeles County on 05/26/2016. The registrant(s) has (have) commenced to transact business under the fictitious business name or names listed above on N/A. NOTICE- This Fictitious Name Statement expires five years from the date it was filed in the office of the County Clerk. A new Fictitious Business Name Statement must be filed prior to that date. The filing of this statement does not of itself authorize the use in this state of a Fictitious Business Name in violation of the rights of another under Federal, State, or common law (see section 14411 et seq. Business and Professions Code) Publish: Mountain Views News Dates Pub: May 28, June 04, 11, 18, 2016: [468, 759, 683, 972]
- page-header: [6, 4, 1368, 55]
- legal-notice: [238, 1075, 453, 1298]
- header-rule: [6, 56, 1368, 60]
- notice-text: FICTITIOUS BUSINESS NAME STATEMENT File No. 2016-129403 The following person(s) is (are) doing business as: NEUTRAL BRAND CLOTHING, 773 FERMAN AVE. APT 1, LONG BEACH, CA 90813. Full name of registrant(s) is (are) ERIC CARO, 773 FREEMAN AVE. APT 1, LONG BEACH, CA 90813. This Business is conducted by: AN INDIVIDUAL. Signed: ERIC CARO. This statement was filed with the County Clerk of Los Angeles County on 05/24/2016. The registrant(s) has (have) commenced to transact business under the fictitious business name or names listed above on N/A. NOTICE- This Fictitious Name Statement expires five years from the date it was filed in the office of the County Clerk. A new Fictitious Business Name Statement must be filed prior to that date. The filing of this statement does not of itself authorize the use in this state of a Fictitious Business Name in violation of the rights of another under Federal, State, or common law (see section 14411 et seq. Business and Professions Code) Publish: Mountain Views News Dates Pub: May 28, June 04, 11, 18, 2016: [238, 1539, 453, 1763]
- notice-text: FICTITIOUS BUSINESS NAME STATEMENT File No. 2016-130161 The following person(s) is (are) doing business as: TADO EYEWEAR, 250 1/4 S CERRITOS CENTER #B03, CERRITOS, CA 90703. Mailing address: 1315 BEECHWOOD, IRVINE, CA 92620. Full name of registrant(s) is (are) EYEWEAR 98 STUDIO, INC., 1315 BEECHWOOD, IRVINE, CA 92620. This Business is conducted by: A CORPORATION. Signed: DERRICK TRAN. This statement was filed with the County Clerk of Los Angeles County on 05/24/2016. The registrant(s) has (have) commenced to transact business under the fictitious business name or names listed above on N/A. NOTICE- This Fictitious Name Statement expires five years from the date it was filed in the office of the County Clerk. A new Fictitious Business Name Statement must be filed prior to that date. The filing of this statement does not of itself authorize the use in this state of a Fictitious Business Name in violation of the rights of another under Federal, State, or common law (see section 14411 et seq. Business and Professions Code) Publish: Mountain Views News Dates Pub: May 28, June 04, 11, 18, 2016: [468, 981, 683, 1205]
- notice-text: FICTITIOUS BUSINESS NAME STATEMENT File No. 2016-125689 The following person(s) is (are) doing business as: LA MAGNOLIA, 4705 MAGNOLIA AVE., CA 90039. Full name of registrant(s) is (are) JUSTIN STEEL, 4705 MAGNOLIA AVE.: [1155, 2122, 1366, 2175]
- legal-notice: [699, 506, 913, 729]
- notice-column-2: [238, 62, 453, 2542]
- legal-notice: [468, 1932, 683, 2155]
- notice-text: FICTITIOUS BUSINESS NAME STATEMENT File No. 2016-121462 The following person(s) is (are) doing business as: J&D THE HAULING, 17658 E WOODCROFT ST., AZUSA, CA 91702. Full name of registrant(s) is (are) WALBERTO LOPEZ VARGAS, 17658 E WOODCROFT ST., AZUSA, CA 91702. This Business is conducted by: AN INDIVIDUAL. Signed: WALBERTO LOPEZ VARGAS. This statement was filed with the County Clerk of Los Angeles County on 05/16/2016. The registrant(s) has (have) commenced to transact business under the fictitious business name or names listed above on N/A. NOTICE- This Fictitious Name Statement expires five years from the date it was filed in the office of the County Clerk. A new Fictitious Business Name Statement must be filed prior to that date. The filing of this statement does not of itself authorize the use in this state of a Fictitious Business Name in violation of the rights of another under Federal, State, or common law (see section 14411 et seq. Business and Professions Code) Publish: Mountain Views News Dates Pub: May 21, 28, June 04, 11, 2016: [1155, 1657, 1366, 1881]
- notice-text: Fictitious Business Name Statement must be filed prior to that date. The filing of this statement does not of itself authorize the use in this state of a Fictitious Business Name in violation of the rights of another under Federal, State, or common law (see section 14411 et seq. Business and Professions Code) Publish: Mountain Views News Dates Pub: May 28, June 04, 11, 18, 2016: [238, 62, 453, 137]
- legal-notice: [238, 145, 453, 390]
- notice-column-4: [699, 62, 913, 2542]
- legal-notice: [929, 928, 1144, 1152]
- legal-notice: [929, 62, 1144, 201]
- notice-text: FICTITIOUS BUSINESS NAME STATEMENT File No. 2016-126874 The following person(s) is (are) doing business as: HAWTH REAL ESTATE INVESTMENTS, 6927 KNOWLTON PL. #202, L.A., CA 90045-2058. Full name of registrant(s) is (are) MLS REAL ESTATE INVESTMENTS INC., 6927 KNOWLTON PL. #202, L.A., CA 90045-2058. This Business is conducted by: A CORPORATION. Signed: HARRY A WILLIAMS III. This statement was filed with the County Clerk of Los Angeles County on 05/24/2016. The registrant(s) has (have) commenced to transact business under the fictitious business name or names listed above on N/A. NOTICE- This Fictitious Name Statement expires five years from the date it was filed in the office of the County Clerk. A new Fictitious Business Name Statement must be filed prior to that date. The filing of this statement does not of itself authorize the use in this state of a Fictitious Business Name in violation of the rights of another under Federal, State, or common law (see section 14411 et seq. Business and Professions Code) Publish: Mountain Views News Dates Pub: May 28, June 04, 11, 18, 2016: [8, 1550, 222, 1774]
- notice-text: FICTITIOUS BUSINESS NAME STATEMENT File No. 2016-125462 The following person(s) is (are) doing business as: GREAR INDUSTRY, 850 SEI, GREAT INDUSTRY ASSOCIATES, 833 E. 3rd ST., SANTA FE AVE., L.A., CA 90021. Mailing address: 5703 SAN CAMINO ST., BELL GARDENS, CA 90201. Full name of registrant(s) is (are) AMADA SANCHEZ-BARAJAS, 5703 FOOTHILL ST., BELL GARDENS, CA 90201. This Business is conducted by: AN INDIVIDUAL. Signed: AMADA SANCHEZ-BARAJAS. This statement was filed with the County Clerk of Los Angeles County on 05/19/2016. The registrant(s) has (have) commenced to transact business under the fictitious business name or names listed above on N/A. NOTICE- This Fictitious Name Statement expires five years from the date it was filed in the office of the County Clerk. A new Fictitious Business Name Statement must be filed prior to that date. The filing of this statement does not of itself authorize the use in this state of a Fictitious Business Name in violation of the rights of another under Federal, State, or common law (see section 14411 et seq. Business and Professions Code) Publish: Mountain Views News Dates Pub: May 21, 28, June 04, 11, 2016: [1155, 1161, 1366, 1406]
- legal-notice: [468, 1710, 683, 1923]
- notice-paragraph: IF YOU OBJECT to the granting of the petition, you should appear at the hearing and state your objections or file written objections with the court before the hearing. Your appearance may be in person or by your attorney.: [1165, 717, 1356, 797]
- legal-notice: [929, 675, 1144, 920]
- notice-text: FICTITIOUS BUSINESS NAME STATEMENT File No. 2016-127136 The following person(s) is (are) doing business as: ROYAL MJ IMPORTS, 16933 SHADYMEADOW DR., HACIENDA HTS., CA 91745. Full name of registrant(s) is (are) MARIO ESCOBAR, 16933 SHADYMEADOW DR., HACIENDA HTS., CA 91745. AURORA S. VINCENT, 9414 E. AVE., LITTLEROCK, CA 93543. This Business is conducted by: A GENERAL PARTNERSHIP. Signed: MARIO ESCOBAR. This statement was filed with the County Clerk of Los Angeles County on 05/20/2016. The registrant(s) has (have) commenced to transact business under the fictitious business name or names listed above on N/A. NOTICE- This Fictitious Name Statement expires five years from the date it was filed in the office of the County Clerk. A new Fictitious Business Name Statement must be filed prior to that date. The filing of this statement does not of itself authorize the use in this state of a Fictitious Business Name in violation of the rights of another under Federal, State, or common law (see section 14411 et seq. Business and Professions Code) Publish: Mountain Views News Dates Pub: May 28, June 04, 11, 18, 2016: [468, 506, 683, 751]
- column-divider: [922, 62, 923, 2542]
- notice-column-1: [8, 62, 222, 2542]
- column-divider: [231, 62, 232, 2542]
- legal-notice: [1155, 1078, 1366, 1152]
- notice-text: FICTITIOUS BUSINESS NAME STATEMENT File No. 2016-129838 The following person(s) is (are) doing business as: TOE O STORE, 13371 HOBART PL., LAKEWOOD, CA 90713. Full name of registrant(s) is (are) GABRIEL HERNANDEZ, 13371 HOBART PL., LAKEWOOD, CA 90713. MIRANDA DILL, 2837 CANDLEWOOD ST., LAKEWOOD, CA 90712. This Business is conducted by: A GENERAL PARTNERSHIP. Signed: MIRANDA DILL. This statement was filed with the County Clerk of Los Angeles County on 05/25/2016. The registrant(s) has (have) commenced to transact business under the fictitious business name or names listed above on N/A. NOTICE- This Fictitious Name Statement expires five years from the date it was filed in the office of the County Clerk. A new Fictitious Business Name Statement must be filed prior to that date. The filing of this statement does not of itself authorize the use in this state of a Fictitious Business Name in violation of the rights of another under Federal, State, or common law (see section 14411 et seq. Business and Professions Code) Publish: Mountain Views News Dates Pub: May 28, June 04, 11, 18, 2016: [468, 1467, 683, 1701]
- notice-text: FICTITIOUS BUSINESS NAME STATEMENT File No. 2016-119916 The following person(s) is (are) doing business as: JS & M TRANSPORTATION, 12234 CARVER ST., ARTESIA, CA 90701. Full name of registrant(s) is (are) JOSEPH SANCHEZ, 12234 CARVER ST., ARTESIA, CA 90701. This Business is conducted by: AN INDIVIDUAL. Signed: JOSEPH SANCHEZ. This statement was filed with the County Clerk of Los Angeles County on 05/13/2016. The registrant(s) has (have) commenced to transact business under the fictitious business name or names listed above on N/A. NOTICE- This Fictitious Name Statement expires five years from the date it was filed in the office of the County Clerk. A new Fictitious Business Name Statement must be filed prior to that date. The filing of this statement does not of itself authorize the use in this state of a Fictitious Business Name in violation of the rights of another under Federal, State, or common law (see section 14411 et seq. Business and Professions Code) Publish: Mountain Views News Dates Pub: May 21, 28, June 04, 11, 2016: [1155, 1890, 1366, 2113]
- legal-notice: [699, 2153, 913, 2377]
- notice-text: FICTITIOUS BUSINESS NAME STATEMENT File No. 2016-124449 The following person(s) is (are) doing business as: NIVIA TRANSPORTATION, 10925 MEZAN: [468, 2386, 683, 2429]
- case-number: Case No. BP167463: [1165, 144, 1270, 156]
- notice-paragraph: THE AMENDED PETITION requests authority to administer the estate under the Independent Administration of Estates Act. (This authority will allow the personal representative to take many actions without obtaining court approval. Before taking certain very important actions, however, the personal representative will be required to give notice to interested persons unless they have waived notice or consented to the proposed action.) The independent administration authority will be granted unless an interested person files an objection to the petition and shows good cause why the court should not grant the authority.: [1165, 425, 1356, 655]
- notice-text: FICTITIOUS BUSINESS NAME STATEMENT File No. 2016-130436 The following person(s) is (are) doing business as: JL SONS, INC., 11149 FERINA ST., NORWALK, CA 90650. Full name of registrant(s) is (are) JL SONS, INC., 11149 FERINA ST., NORWALK, CA 90650. This Business is conducted by: A CORPORATION. Signed: JAIME GARCIA SANCHEZ. This statement was filed with the County Clerk of Los Angeles County on 05/27/2016. The registrant(s) has (have) commenced to transact business under the fictitious business name or names listed above on N/A. NOTICE- This Fictitious Name Statement expires five years from the date it was filed in the office of the County Clerk. A new Fictitious Business Name Statement must be filed prior to that date. The filing of this statement does not of itself authorize the use in this state of a Fictitious Business Name in violation of the rights of another under Federal, State, or common law (see section 14411 et seq. Business and Professions Code) Publish: Mountain Views News Dates Pub: May 28, June 04, 11, 18, 2016: [238, 399, 453, 612]
- notice-text: FICTITIOUS BUSINESS NAME STATEMENT File No. 2016-119926 The following person(s) is (are) doing business as: A T AUTO BODY REPAIR, 4525 STAUNTON AVE. UNIT D, VERNON, CA 90058. Full name of registrant(s) is (are) ALFREDO TORRES, 4525 STAUNTON AVE. UNIT D, VERNON, CA 90058. This Business is conducted by: AN INDIVIDUAL. Signed: ALFREDO TORRES. This statement was filed with the County Clerk of Los Angeles County on 05/16/2016. The registrant(s) has (have) commenced to transact business under the fictitious business name or names listed above on N/A. NOTICE- This Fictitious Name Statement expires five years from the date it was filed in the office of the County Clerk. A new Fictitious Business Name Statement must be filed prior to that date. The filing of this statement does not of itself authorize the use in this state of a Fictitious Business Name in violation of the rights of another under Federal, State, or common law (see section 14411 et seq. Business and Professions Code) Publish: Mountain Views News Dates Pub: May 21, 28, June 04, 11, 2016: [699, 273, 913, 497]
- legal-notice: [8, 1308, 222, 1542]
- legal-notice: [929, 1393, 1144, 1616]
- legal-notice: [699, 2386, 913, 2449]
- notice-text: FICTITIOUS BUSINESS NAME STATEMENT File No. 2016-126644 The following person(s) is (are) doing business as: RD FOODS, 8615 STATE ST., SOUTH GATE, CA 90280. Full name of registrant(s) is (are) LUIS NOE GALDAMEZ, 9341 SCULLY AVE., RAMONA, CA 92336. This Business is conducted by: AN INDIVIDUAL. Signed: LUIS NOE GALDAMEZ. This statement was filed with the County Clerk of Los Angeles County on 05/20/2016. The registrant(s) has (have) commenced to transact business under the fictitious business name or names listed above on N/A. NOTICE- This Fictitious Name Statement expires five years from the date it was filed in the office of the County Clerk. A new Fictitious Business Name Statement must be filed prior to that date. The filing of this statement does not of itself authorize the use in this state of a Fictitious Business Name in violation of the rights of another under Federal, State, or common law (see section 14411 et seq. Business and Professions Code) Publish: Mountain Views News Dates Pub: May 28, June 04, 11, 18, 2016: [238, 2247, 453, 2460]
- legal-notice: [699, 1203, 913, 1448]
- legal-notice: [238, 621, 453, 834]
